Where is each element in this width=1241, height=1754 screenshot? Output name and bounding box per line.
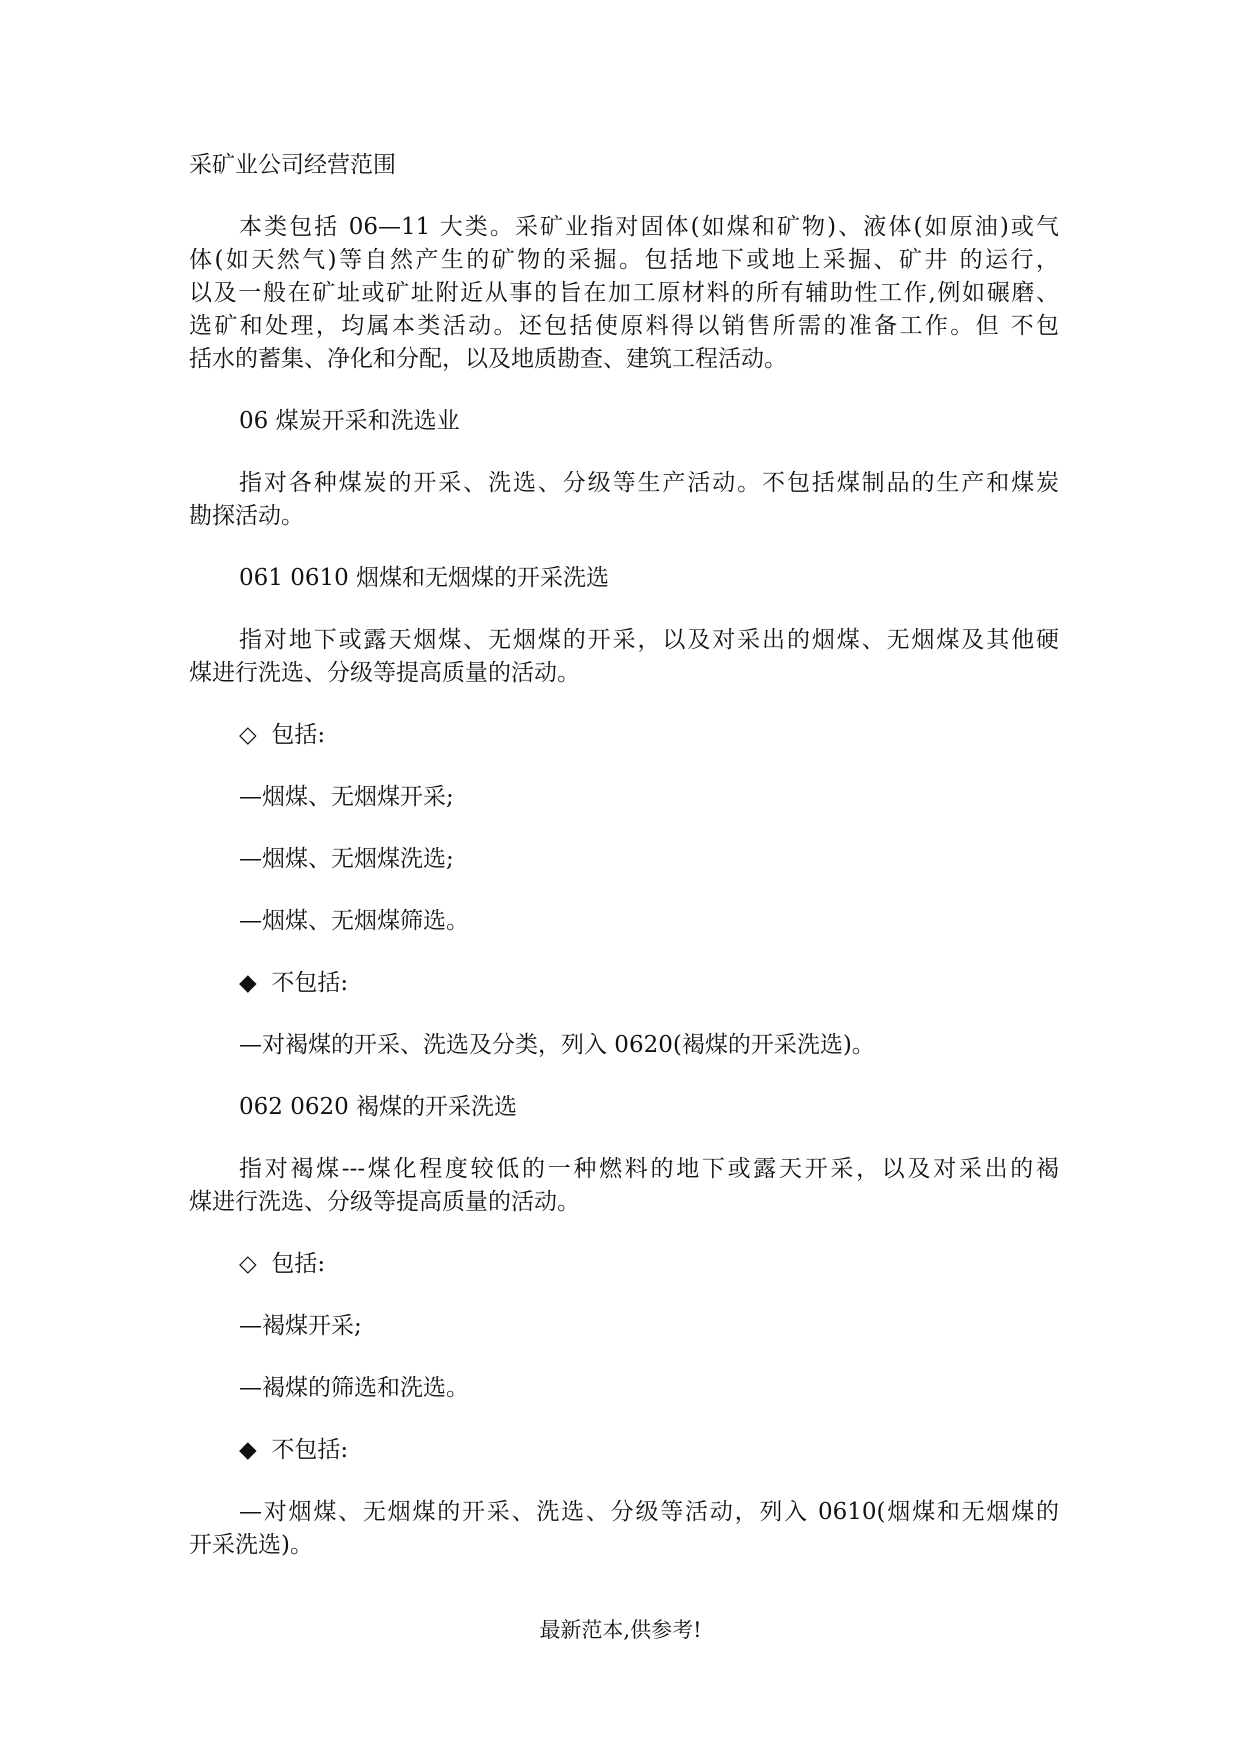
intro-line-5: 括水的蓄集、净化和分配，以及地质勘查、建筑工程活动。 <box>189 346 787 372</box>
section-061-include-label: 包括: <box>271 722 326 748</box>
section-061-desc-line-2: 煤进行洗选、分级等提高质量的活动。 <box>189 660 580 686</box>
section-061-include-item-1: —烟煤、无烟煤开采; <box>239 784 454 810</box>
section-061-desc-line-1: 指对地下或露天烟煤、无烟煤的开采，以及对采出的烟煤、无烟煤及其他硬 <box>239 627 1059 653</box>
intro-line-3: 以及一般在矿址或矿址附近从事的旨在加工原材料的所有辅助性工作,例如碾磨、 <box>189 280 1059 306</box>
include-diamond-icon: ◇ <box>239 1251 257 1277</box>
section-062-include-item-2: —褐煤的筛选和洗选。 <box>239 1375 469 1401</box>
exclude-diamond-icon: ◆ <box>239 1437 257 1463</box>
section-062-desc-line-2: 煤进行洗选、分级等提高质量的活动。 <box>189 1189 580 1215</box>
section-061-exclude-row <box>239 968 1059 999</box>
section-061-include-item-3: —烟煤、无烟煤筛选。 <box>239 908 469 934</box>
section-062-exclude-label: 不包括: <box>271 1437 349 1463</box>
page-footer: 最新范本,供参考! <box>539 1618 702 1642</box>
section-062-exclude-item-line-1: —对烟煤、无烟煤的开采、洗选、分级等活动，列入 0610(烟煤和无烟煤的 <box>239 1499 1059 1525</box>
intro-line-1: 本类包括 06—11 大类。采矿业指对固体(如煤和矿物)、液体(如原油)或气 <box>239 214 1059 240</box>
section-062-exclude-item-line-2: 开采洗选)。 <box>189 1532 313 1558</box>
section-061-exclude-item-1: —对褐煤的开采、洗选及分类，列入 0620(褐煤的开采洗选)。 <box>239 1032 875 1058</box>
section-06-heading: 06 煤炭开采和洗选业 <box>239 408 460 434</box>
section-062-include-row <box>239 1249 1059 1280</box>
include-diamond-icon: ◇ <box>239 722 257 748</box>
document-title: 采矿业公司经营范围 <box>189 152 396 178</box>
intro-line-4: 选矿和处理，均属本类活动。还包括使原料得以销售所需的准备工作。但 不包 <box>189 313 1059 339</box>
section-061-exclude-label: 不包括: <box>271 970 349 996</box>
section-061-heading: 061 0610 烟煤和无烟煤的开采洗选 <box>239 565 610 591</box>
section-061-include-row <box>239 720 1059 751</box>
section-06-desc-line-2: 勘探活动。 <box>189 503 304 529</box>
section-06-desc-line-1: 指对各种煤炭的开采、洗选、分级等生产活动。不包括煤制品的生产和煤炭 <box>239 470 1059 496</box>
section-062-exclude-row <box>239 1435 1059 1466</box>
section-062-include-item-1: —褐煤开采; <box>239 1313 362 1339</box>
intro-line-2: 体(如天然气)等自然产生的矿物的采掘。包括地下或地上采掘、矿井 的运行， <box>189 247 1059 273</box>
section-061-include-item-2: —烟煤、无烟煤洗选; <box>239 846 454 872</box>
exclude-diamond-icon: ◆ <box>239 970 257 996</box>
section-062-heading: 062 0620 褐煤的开采洗选 <box>239 1094 518 1120</box>
section-062-desc-line-1: 指对褐煤---煤化程度较低的一种燃料的地下或露天开采，以及对采出的褐 <box>239 1156 1059 1182</box>
section-062-include-label: 包括: <box>271 1251 326 1277</box>
